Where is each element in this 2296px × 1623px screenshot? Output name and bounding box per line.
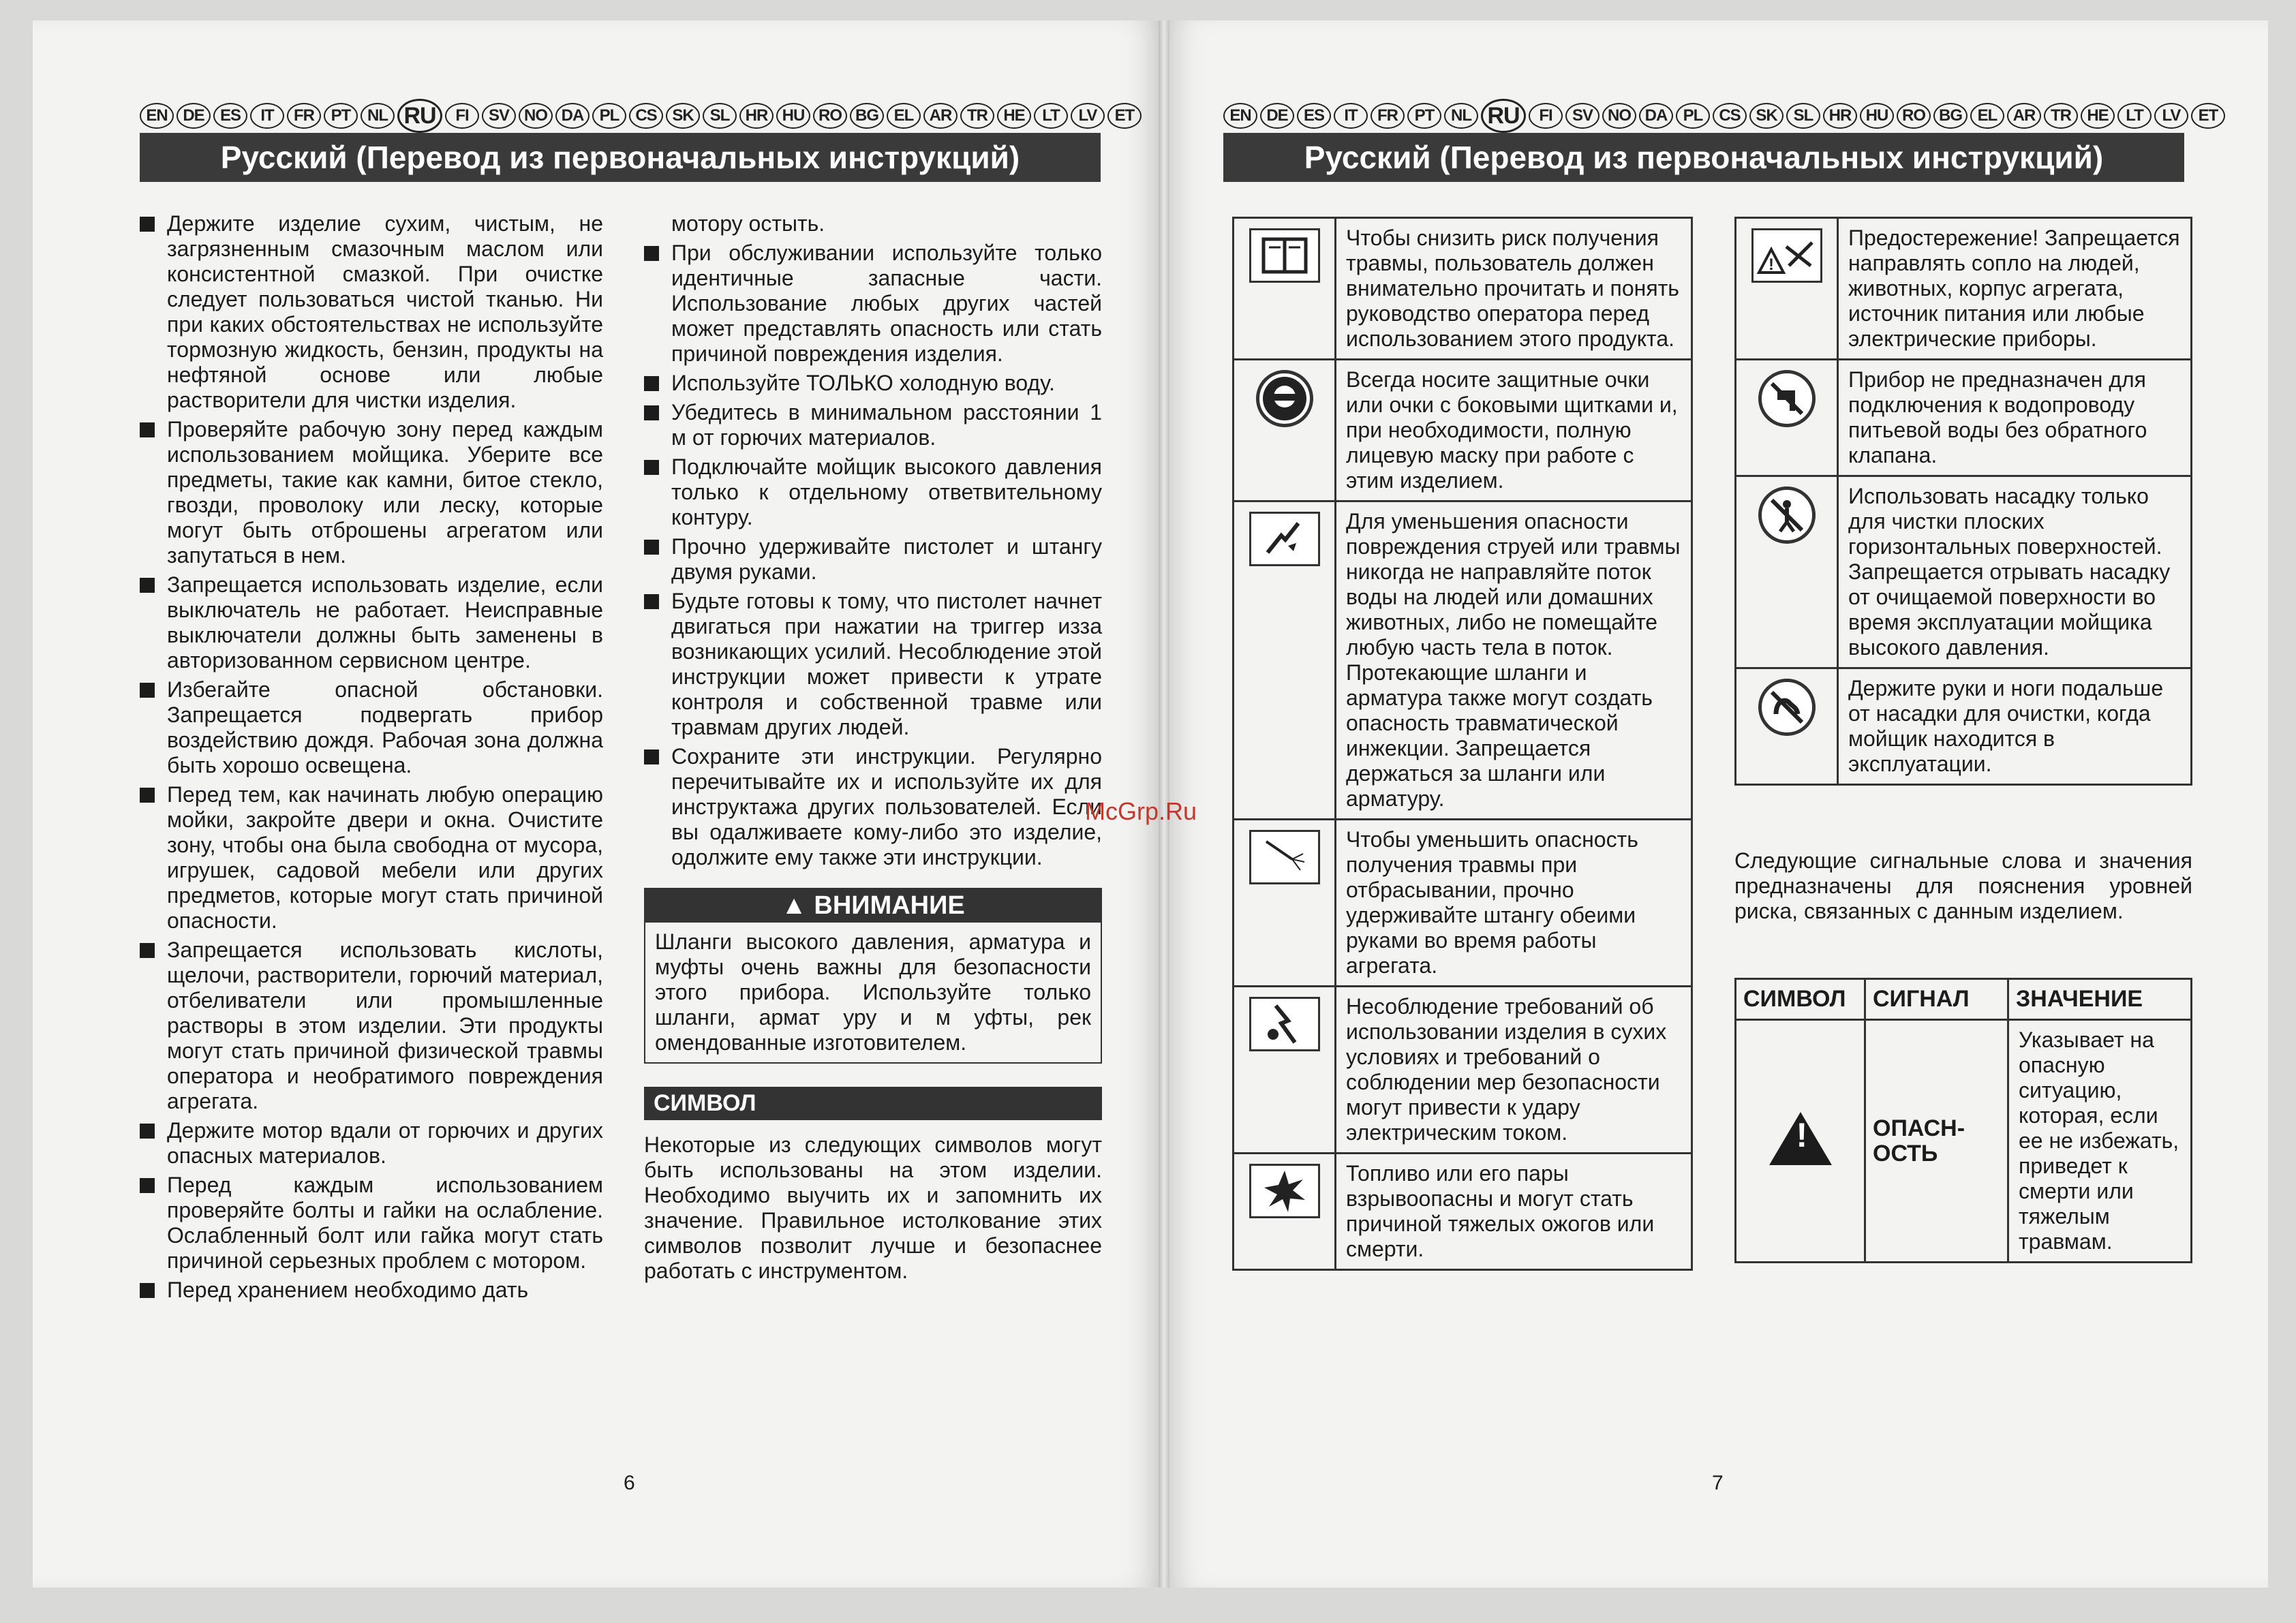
- lang-en: EN: [140, 103, 174, 129]
- bullet-square-icon: [644, 405, 659, 420]
- lang-sl: SL: [703, 103, 737, 129]
- symbol-icon-cell: [1736, 360, 1838, 476]
- bullet-text: Перед тем, как начинать любую операцию мойки, закройте двери и окна. Очистите зону, чтобы она была свободна от мусора, игрушек, садовой мебели или других предметов, которые могут стать причиной опасности.: [167, 782, 603, 933]
- symbol-icon-cell: [1234, 1154, 1336, 1270]
- svg-text:!: !: [1768, 256, 1774, 274]
- signal-table: [1734, 978, 2192, 1263]
- symbol-description: Использовать насадку только для чистки плоских горизонтальных поверхностей. Запрещается отрывать насадку от очищаемой поверхности во время эксплуатации мойщика высокого давления.: [1838, 476, 2192, 668]
- lang-hr: HR: [739, 103, 774, 129]
- symbol-table-left: [1232, 217, 1693, 1271]
- book-icon: [1249, 228, 1320, 283]
- symbol-icon-cell: [1234, 501, 1336, 820]
- lang-he: HE: [997, 103, 1031, 129]
- symbol-icon-cell: [1736, 218, 1838, 360]
- page-title-right: Русский (Перевод из первоначальных инструкций): [1223, 133, 2184, 182]
- bullet-item: [140, 211, 603, 413]
- lang-el: EL: [1970, 103, 2004, 129]
- bullet-text: При обслуживании используйте только идентичные запасные части. Использование любых других частей может представлять опасность или стать причиной повреждения изделия.: [671, 241, 1102, 366]
- lang-et: ET: [1107, 103, 1142, 129]
- warning-box: [644, 888, 1102, 1064]
- lang-sl: SL: [1786, 103, 1820, 129]
- column-2-bullets: [644, 241, 1102, 870]
- lang-no: NO: [519, 103, 553, 129]
- lang-hu: HU: [1860, 103, 1894, 129]
- symbol-intro: Некоторые из следующих символов могут быть использованы на этом изделии. Необходимо выучить их и запомнить их значение. Правильное истолкование этих символов позволит лучше и безопаснее работать с инструментом.: [644, 1132, 1102, 1283]
- bullet-item: [644, 744, 1102, 870]
- lang-ar: AR: [2007, 103, 2041, 129]
- left-column-1: [140, 211, 603, 1307]
- symbol-description: Несоблюдение требований об использовании изделия в сухих условиях и требований о соблюдении мер безопасности могут привести к удару электрическим током.: [1336, 987, 1692, 1154]
- danger-triangle-icon: !: [1769, 1112, 1832, 1165]
- lang-da: DA: [1639, 103, 1673, 129]
- bullet-text: Запрещается использовать изделие, если выключатель не работает. Неисправные выключатели должны быть заменены в авторизованном сервисном центре.: [167, 572, 603, 673]
- lang-et: ET: [2191, 103, 2225, 129]
- bullet-square-icon: [140, 683, 155, 698]
- lang-es: ES: [1297, 103, 1331, 129]
- bullet-square-icon: [644, 594, 659, 609]
- lang-lt: LT: [2117, 103, 2152, 129]
- bullet-item: [644, 241, 1102, 367]
- bullet-item: [644, 454, 1102, 530]
- bullet-text: Убедитесь в минимальном расстоянии 1 м от горючих материалов.: [671, 400, 1102, 450]
- lang-ro: RO: [1897, 103, 1931, 129]
- bullet-item: [140, 782, 603, 933]
- symbol-row: [1234, 987, 1692, 1154]
- bullet-square-icon: [140, 1124, 155, 1139]
- lang-lv: LV: [2154, 103, 2188, 129]
- symbol-description: Чтобы снизить риск получения травмы, пользователь должен внимательно прочитать и понять руководство оператора перед использованием этого продукта.: [1336, 218, 1692, 360]
- language-bar-left: [140, 99, 1142, 133]
- bullet-square-icon: [140, 1178, 155, 1193]
- symbol-icon-cell: [1736, 476, 1838, 668]
- symbol-heading: СИМВОЛ: [644, 1087, 1102, 1120]
- symbol-row: [1234, 360, 1692, 501]
- symbol-icon-cell: [1234, 360, 1336, 501]
- bullet-text: Проверяйте рабочую зону перед каждым использованием мойщика. Уберите все предметы, такие как камни, битое стекло, гвозди, проволоку или леску, которые могут быть отброшены агрегатом или запутаться в нем.: [167, 417, 603, 568]
- bullet-text: Перед каждым использованием проверяйте болты и гайки на ослабление. Ослабленный болт или гайка могут стать причиной серьезных проблем с мотором.: [167, 1173, 603, 1273]
- symbol-table-right: [1734, 217, 2192, 786]
- bullet-text: Избегайте опасной обстановки. Запрещается подвергать прибор воздействию дождя. Рабочая зона должна быть хорошо освещена.: [167, 677, 603, 777]
- signal-header-signal: СИГНАЛ: [1865, 979, 2008, 1020]
- bullet-text: Используйте ТОЛЬКО холодную воду.: [671, 371, 1055, 395]
- lang-es: ES: [213, 103, 247, 129]
- lang-bg: BG: [1933, 103, 1968, 129]
- bullet-item: [140, 1173, 603, 1273]
- bullet-text: Держите мотор вдали от горючих и других опасных материалов.: [167, 1118, 603, 1168]
- watermark: McGrp.Ru: [1085, 797, 1197, 825]
- signal-header-meaning: ЗНАЧЕНИЕ: [2008, 979, 2192, 1020]
- lang-sv: SV: [482, 103, 516, 129]
- hand-injection-icon: [1249, 512, 1320, 566]
- bullet-square-icon: [644, 460, 659, 475]
- lang-it: IT: [1334, 103, 1368, 129]
- lang-hu: HU: [776, 103, 810, 129]
- no-water-supply-icon: [1758, 370, 1816, 427]
- bullet-text: Сохраните эти инструкции. Регулярно перечитывайте их и используйте их для инструктажа других пользователей. Если вы одалживаете кому-либо это изделие, одолжите ему также эти инструкции.: [671, 744, 1102, 869]
- bullet-item: [140, 938, 603, 1114]
- bullet-text: Перед хранением необходимо дать: [167, 1278, 529, 1302]
- lang-pl: PL: [592, 103, 626, 129]
- electric-shock-icon: [1249, 997, 1320, 1051]
- lang-cs: CS: [1713, 103, 1747, 129]
- bullet-text: Прочно удерживайте пистолет и штангу двумя руками.: [671, 534, 1102, 584]
- lang-fr: FR: [287, 103, 321, 129]
- symbol-description: Чтобы уменьшить опасность получения травмы при отбрасывании, прочно удерживайте штангу обеими руками во время работы агрегата.: [1336, 820, 1692, 987]
- lang-he: HE: [2081, 103, 2115, 129]
- bullet-square-icon: [644, 246, 659, 261]
- danger-signal: ОПАСН- ОСТЬ: [1865, 1020, 2008, 1263]
- no-lift-nozzle-icon: [1758, 486, 1816, 544]
- lang-nl: NL: [1444, 103, 1478, 129]
- page-title-left: Русский (Перевод из первоначальных инструкций): [140, 133, 1101, 182]
- signal-intro-text: Следующие сигнальные слова и значения предназначены для пояснения уровней риска, связанных с данным изделием.: [1734, 848, 2192, 923]
- language-bar-right: [1223, 99, 2225, 133]
- symbol-row: [1234, 820, 1692, 987]
- bullet-square-icon: [140, 422, 155, 437]
- lang-nl: NL: [361, 103, 395, 129]
- lang-fi: FI: [1529, 103, 1563, 129]
- lang-tr: TR: [960, 103, 994, 129]
- left-column-2: [644, 211, 1102, 1284]
- lang-sv: SV: [1565, 103, 1599, 129]
- symbol-description: Предостережение! Запрещается направлять сопло на людей, животных, корпус агрегата, источник питания или любые электрические приборы.: [1838, 218, 2192, 360]
- symbol-description: Прибор не предназначен для подключения к водопроводу питьевой воды без обратного клапана.: [1838, 360, 2192, 476]
- symbol-row: [1736, 360, 2192, 476]
- bullet-square-icon: [644, 540, 659, 555]
- symbol-row: [1736, 668, 2192, 785]
- spray-wand-icon: [1249, 830, 1320, 884]
- symbol-row: [1736, 476, 2192, 668]
- bullet-square-icon: [140, 788, 155, 803]
- lang-de: DE: [177, 103, 211, 129]
- lang-tr: TR: [2044, 103, 2078, 129]
- symbol-row: [1234, 501, 1692, 820]
- symbol-row: [1234, 1154, 1692, 1270]
- lang-ru: RU: [1481, 99, 1526, 133]
- bullet-item: [140, 1118, 603, 1169]
- lang-it: IT: [250, 103, 284, 129]
- lang-bg: BG: [850, 103, 884, 129]
- lang-ru: RU: [397, 99, 442, 133]
- lang-fi: FI: [445, 103, 479, 129]
- lang-hr: HR: [1823, 103, 1857, 129]
- danger-meaning: Указывает на опасную ситуацию, которая, если ее не избежать, приведет к смерти или тяжелым травмам.: [2008, 1020, 2192, 1263]
- bullet-square-icon: [140, 943, 155, 958]
- lang-lv: LV: [1071, 103, 1105, 129]
- lang-en: EN: [1223, 103, 1257, 129]
- continuation-text: мотору остыть.: [671, 211, 825, 236]
- lang-sk: SK: [666, 103, 700, 129]
- symbol-row: [1234, 218, 1692, 360]
- bullet-item: [644, 371, 1102, 396]
- symbol-description: Для уменьшения опасности повреждения струей или травмы никогда не направляйте поток воды на людей или домашних животных, либо не помещайте любую часть тела в поток. Протекающие шланги и арматура также могут создать опасность травматической инжекции. Запрещается держаться за шланги или арматуру.: [1336, 501, 1692, 820]
- lang-fr: FR: [1371, 103, 1405, 129]
- lang-sk: SK: [1749, 103, 1784, 129]
- lang-pl: PL: [1676, 103, 1710, 129]
- symbol-icon-cell: [1234, 218, 1336, 360]
- bullet-square-icon: [644, 749, 659, 764]
- lang-da: DA: [555, 103, 590, 129]
- danger-symbol-cell: [1736, 1020, 1865, 1263]
- bullet-item: [140, 572, 603, 673]
- bullet-text: Будьте готовы к тому, что пистолет начнет двигаться при нажатии на триггер изза возникающих усилий. Несоблюдение этой инструкции может привести к утрате контроля и собственной травме или травмам других людей.: [671, 589, 1102, 739]
- symbol-row: [1736, 218, 2192, 360]
- lang-el: EL: [887, 103, 921, 129]
- bullet-item: [644, 400, 1102, 450]
- page-number-left: 6: [624, 1472, 635, 1494]
- explosion-icon: [1249, 1164, 1320, 1218]
- goggles-icon: [1256, 370, 1313, 427]
- bullet-text: Запрещается использовать кислоты, щелочи, растворители, горючий материал, отбеливатели или промышленные растворы в этом изделии. Эти продукты могут стать причиной физической травмы оператора и необратимого повреждения агрегата.: [167, 938, 603, 1113]
- lang-lt: LT: [1034, 103, 1068, 129]
- lang-ro: RO: [813, 103, 847, 129]
- bullet-text: Подключайте мойщик высокого давления только к отдельному ответвительному контуру.: [671, 454, 1102, 529]
- bullet-square-icon: [140, 578, 155, 593]
- bullet-square-icon: [140, 1283, 155, 1298]
- page-number-right: 7: [1712, 1472, 1724, 1494]
- lang-cs: CS: [629, 103, 663, 129]
- signal-intro: [1734, 848, 2192, 924]
- lang-de: DE: [1260, 103, 1294, 129]
- bullet-item: [644, 589, 1102, 740]
- symbol-description: Всегда носите защитные очки или очки с боковыми щитками и, при необходимости, полную лицевую маску при работе с этим изделием.: [1336, 360, 1692, 501]
- bullet-item: [644, 534, 1102, 585]
- warning-title: ВНИМАНИЕ: [814, 891, 965, 920]
- bullet-text: Держите изделие сухим, чистым, не загрязненным смазочным маслом или консистентной смазкой. При очистке следует пользоваться чистой тканью. Ни при каких обстоятельствах не используйте тормозную жидкость, бензин, продукты на нефтяной основе или любые растворители для чистки изделия.: [167, 211, 603, 412]
- bullet-item: [140, 417, 603, 568]
- keep-hands-away-icon: [1758, 679, 1816, 736]
- warning-triangle-icon: ▲: [781, 891, 814, 920]
- signal-header-symbol: СИМВОЛ: [1736, 979, 1865, 1020]
- symbol-icon-cell: [1736, 668, 1838, 785]
- symbol-description: Держите руки и ноги подальше от насадки для очистки, когда мойщик находится в эксплуатации.: [1838, 668, 2192, 785]
- caution-spray-icon: [1751, 228, 1822, 283]
- bullet-item: [140, 677, 603, 778]
- bullet-item: [140, 1278, 603, 1303]
- bullet-square-icon: [140, 217, 155, 232]
- warning-header: [645, 889, 1101, 923]
- lang-pt: PT: [324, 103, 358, 129]
- bullet-square-icon: [644, 376, 659, 391]
- lang-ar: AR: [923, 103, 958, 129]
- lang-no: NO: [1602, 103, 1636, 129]
- symbol-icon-cell: [1234, 820, 1336, 987]
- lang-pt: PT: [1407, 103, 1441, 129]
- warning-text: Шланги высокого давления, арматура и муфты очень важны для безопасности этого прибора. Используйте только шланги, армат уру и м уфты, рек омендованные изготовителем.: [655, 929, 1091, 1055]
- symbol-icon-cell: [1234, 987, 1336, 1154]
- symbol-description: Топливо или его пары взрывоопасны и могут стать причиной тяжелых ожогов или смерти.: [1336, 1154, 1692, 1270]
